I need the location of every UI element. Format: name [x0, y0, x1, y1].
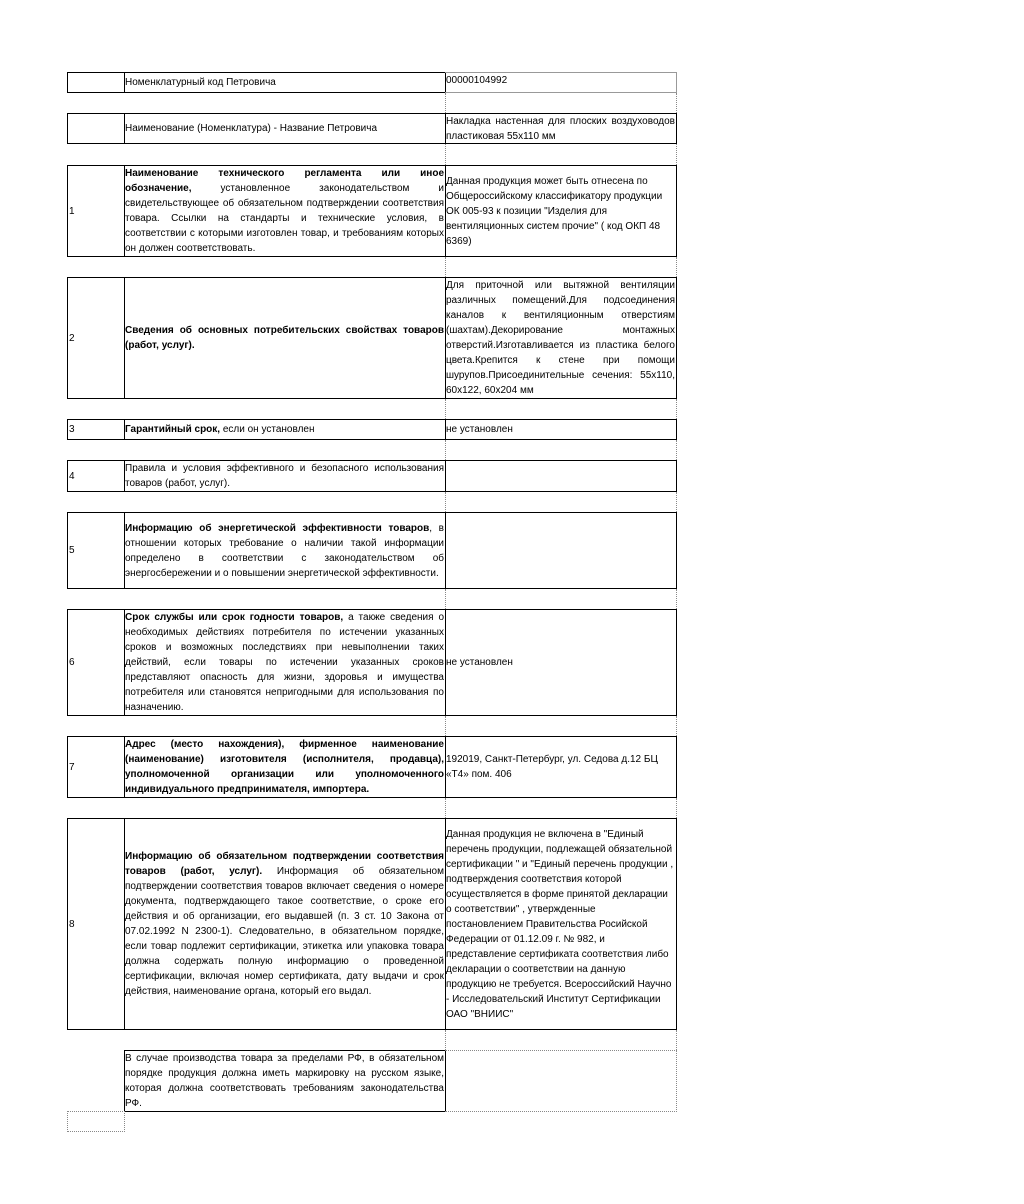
row-value: Накладка настенная для плоских воздуховодов пластиковая 55х110 мм [445, 113, 677, 144]
row-number: 1 [67, 165, 125, 257]
gap [445, 1030, 677, 1050]
gap [445, 93, 677, 113]
row-label: Информацию об обязательном подтверждении соответствия товаров (работ, услуг). Информация об обязательном подтверждении соответствия товаров включает сведения о номере документа, подтверждающего такое соответствие, о сроке его действия и об организации, его выдавшей (п. 3 ст. 10 Закона от 07.02.1992 N 2300-1). Следовательно, в обязательном порядке, если товар подлежит сертификации, этикетка или упаковка товара должна содержать полную информацию о проведенной сертификации, включая номер сертификата, дату выдачи и срок действия, наименование органа, который его выдал. [124, 818, 446, 1030]
row-label: Сведения об основных потребительских свойствах товаров (работ, услуг). [124, 277, 446, 399]
row-value: 00000104992 [445, 72, 677, 93]
gap [445, 589, 677, 609]
row-label: Гарантийный срок, если он установлен [124, 419, 446, 440]
row-label: Наименование (Номенклатура) - Название Петровича [124, 113, 446, 144]
row-number: 3 [67, 419, 125, 440]
row-number: 8 [67, 818, 125, 1030]
gap [445, 440, 677, 460]
gap [445, 144, 677, 165]
row-7 [67, 736, 677, 798]
gap [445, 716, 677, 736]
row-label: Наименование технического регламента или иное обозначение, установленное законодательством и свидетельствующее об обязательном подтверждении соответствия товара. Ссылки на стандарты и технические условия, в соответствии с которыми изготовлен товар, и требованиям которых он должен соответствовать. [124, 165, 446, 257]
gap [445, 257, 677, 277]
row-8 [67, 818, 677, 1030]
row-number: 4 [67, 460, 125, 492]
gap [445, 399, 677, 419]
row-4 [67, 460, 677, 492]
row-value: Для приточной или вытяжной вентиляции различных помещений.Для подсоединения каналов к вентиляционным отверстиям (шахтам).Декорирование монтажных отверстий.Изготавливается из пластика белого цвета.Крепится к стене при помощи шурупов.Присоединительные сечения: 55x110, 60x122, 60x204 мм [445, 277, 677, 399]
row-3 [67, 419, 677, 440]
row-number [67, 72, 125, 93]
footnote-value [445, 1050, 677, 1112]
row-number: 5 [67, 512, 125, 589]
footnote-text: В случае производства товара за пределами РФ, в обязательном порядке продукция должна иметь маркировку на русском языке, которая должна соответствовать требованиям законодательства РФ. [124, 1050, 446, 1112]
row-number: 6 [67, 609, 125, 716]
row-label: Правила и условия эффективного и безопасного использования товаров (работ, услуг). [124, 460, 446, 492]
row-number [67, 113, 125, 144]
gap [445, 798, 677, 818]
row-6 [67, 609, 677, 716]
row-value: Данная продукция не включена в "Единый перечень продукции, подлежащей обязательной сертификации " и "Единый перечень продукции , подтверждения соответствия которой осуществляется в форме принятой декларации о соответствии" , утвержденные постановлением Правительства Росийской Федерации от 01.12.09 г. № 982, и представление сертификата соответствия либо декларации о соответствии на данную продукцию не требуется. Всероссийский Научно - Исследовательский Институт Сертификации ОАО "ВНИИС" [445, 818, 677, 1030]
row-value [445, 460, 677, 492]
empty-cell [67, 1111, 125, 1132]
row-label: Номенклатурный код Петровича [124, 72, 446, 93]
row-label: Срок службы или срок годности товаров, а также сведения о необходимых действиях потребителя по истечении указанных сроков и возможных последствиях при невыполнении таких действий, если товары по истечении указанных сроков представляют опасность для жизни, здоровья и имущества потребителя или становятся непригодными для использования по назначению. [124, 609, 446, 716]
row-2 [67, 277, 677, 399]
row-label: Адрес (место нахождения), фирменное наименование (наименование) изготовителя (исполнителя, продавца), уполномоченной организации или уполномоченного индивидуального предпринимателя, импортера. [124, 736, 446, 798]
row-value: не установлен [445, 609, 677, 716]
row-value: 192019, Санкт-Петербург, ул. Седова д.12 БЦ «Т4» пом. 406 [445, 736, 677, 798]
row-value: не установлен [445, 419, 677, 440]
row-footnote [67, 1050, 677, 1112]
gap [445, 492, 677, 512]
row-value [445, 512, 677, 589]
row-value: Данная продукция может быть отнесена по Общероссийскому классификатору продукции ОК 005-93 к позиции "Изделия для вентиляционных систем прочие" ( код ОКП 48 6369) [445, 165, 677, 257]
row-1 [67, 165, 677, 257]
row-5 [67, 512, 677, 589]
row-label: Информацию об энергетической эффективности товаров, в отношении которых требование о наличии такой информации определено в соответствии с законодательством об энергосбережении и о повышении энергетической эффективности. [124, 512, 446, 589]
row-number: 2 [67, 277, 125, 399]
row-name [67, 113, 677, 144]
row-code [67, 72, 677, 93]
row-number: 7 [67, 736, 125, 798]
